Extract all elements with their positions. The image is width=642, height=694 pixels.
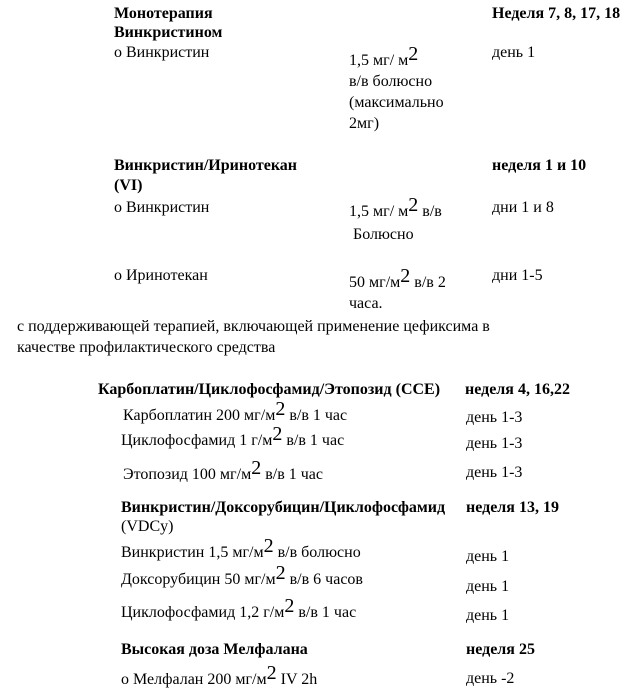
block5-row-day: день -2 [466, 670, 515, 687]
block4-row1-dose: Винкристин 1,5 мг/м2 в/в болюсно [121, 535, 361, 561]
block2-dose2-line2: часа. [349, 295, 383, 312]
block4-row3-dose: Циклофосфамид 1,2 г/м2 в/в 1 час [121, 595, 357, 621]
block1-dose-line3: (максимально [349, 94, 444, 111]
block1-dose: 1,5 мг/ м2 [349, 43, 419, 69]
block4-row1-day: день 1 [466, 548, 510, 565]
block3-row1-dose: Карбоплатин 200 мг/м2 в/в 1 час [123, 398, 348, 424]
block3-row3-dose: Этопозид 100 мг/м2 в/в 1 час [123, 457, 323, 483]
block2-day2: дни 1-5 [492, 267, 543, 284]
note-line2: качестве профилактического средства [17, 339, 276, 356]
block1-dose-line2: в/в болюсно [349, 73, 433, 90]
block1-title-line1: Монотерапия [114, 5, 213, 22]
block4-row2-dose: Доксорубицин 50 мг/м2 в/в 6 часов [121, 562, 363, 588]
block2-title-line2: (VI) [114, 177, 143, 194]
block4-row3-day: день 1 [466, 607, 510, 624]
block2-dose1: 1,5 мг/ м2 в/в [349, 194, 442, 220]
block3-week: неделя 4, 16,22 [465, 381, 570, 398]
block4-row2-day: день 1 [466, 578, 510, 595]
block1-week: Неделя 7, 8, 17, 18 [492, 5, 621, 22]
note-line1: с поддерживающей терапией, включающей применение цефиксима в [17, 318, 490, 335]
block2-title-line1: Винкристин/Иринотекан [114, 157, 298, 174]
block3-row2-dose: Циклофосфамид 1 г/м2 в/в 1 час [121, 423, 345, 449]
block1-drug: о Винкристин [114, 44, 210, 61]
block3-row2-day: день 1-3 [466, 435, 523, 452]
block1-day: день 1 [492, 44, 536, 61]
block5-row-dose: о Мелфалан 200 мг/м2 IV 2h [121, 662, 318, 688]
block3-row3-day: день 1-3 [466, 464, 523, 481]
block1-title-line2: Винкристином [114, 24, 223, 41]
block3-title: Карбоплатин/Циклофосфамид/Этопозид (CCE) [98, 381, 441, 398]
block3-row1-day: день 1-3 [466, 409, 523, 426]
block2-day1: дни 1 и 8 [492, 199, 554, 216]
block2-week: неделя 1 и 10 [492, 157, 587, 174]
block5-week: неделя 25 [466, 641, 535, 658]
block2-dose2: 50 мг/м2 в/в 2 [349, 265, 446, 291]
block2-drug2: о Иринотекан [114, 267, 208, 284]
block4-title-line2: (VDCy) [121, 518, 174, 535]
block4-week: неделя 13, 19 [466, 499, 559, 516]
block2-dose1-line2: Болюсно [353, 226, 414, 243]
block1-dose-line4: 2мг) [349, 115, 380, 132]
block4-title: Винкристин/Доксорубицин/Циклофосфамид [121, 499, 446, 516]
block5-title: Высокая доза Мелфалана [121, 641, 308, 658]
block2-drug1: о Винкристин [114, 199, 210, 216]
